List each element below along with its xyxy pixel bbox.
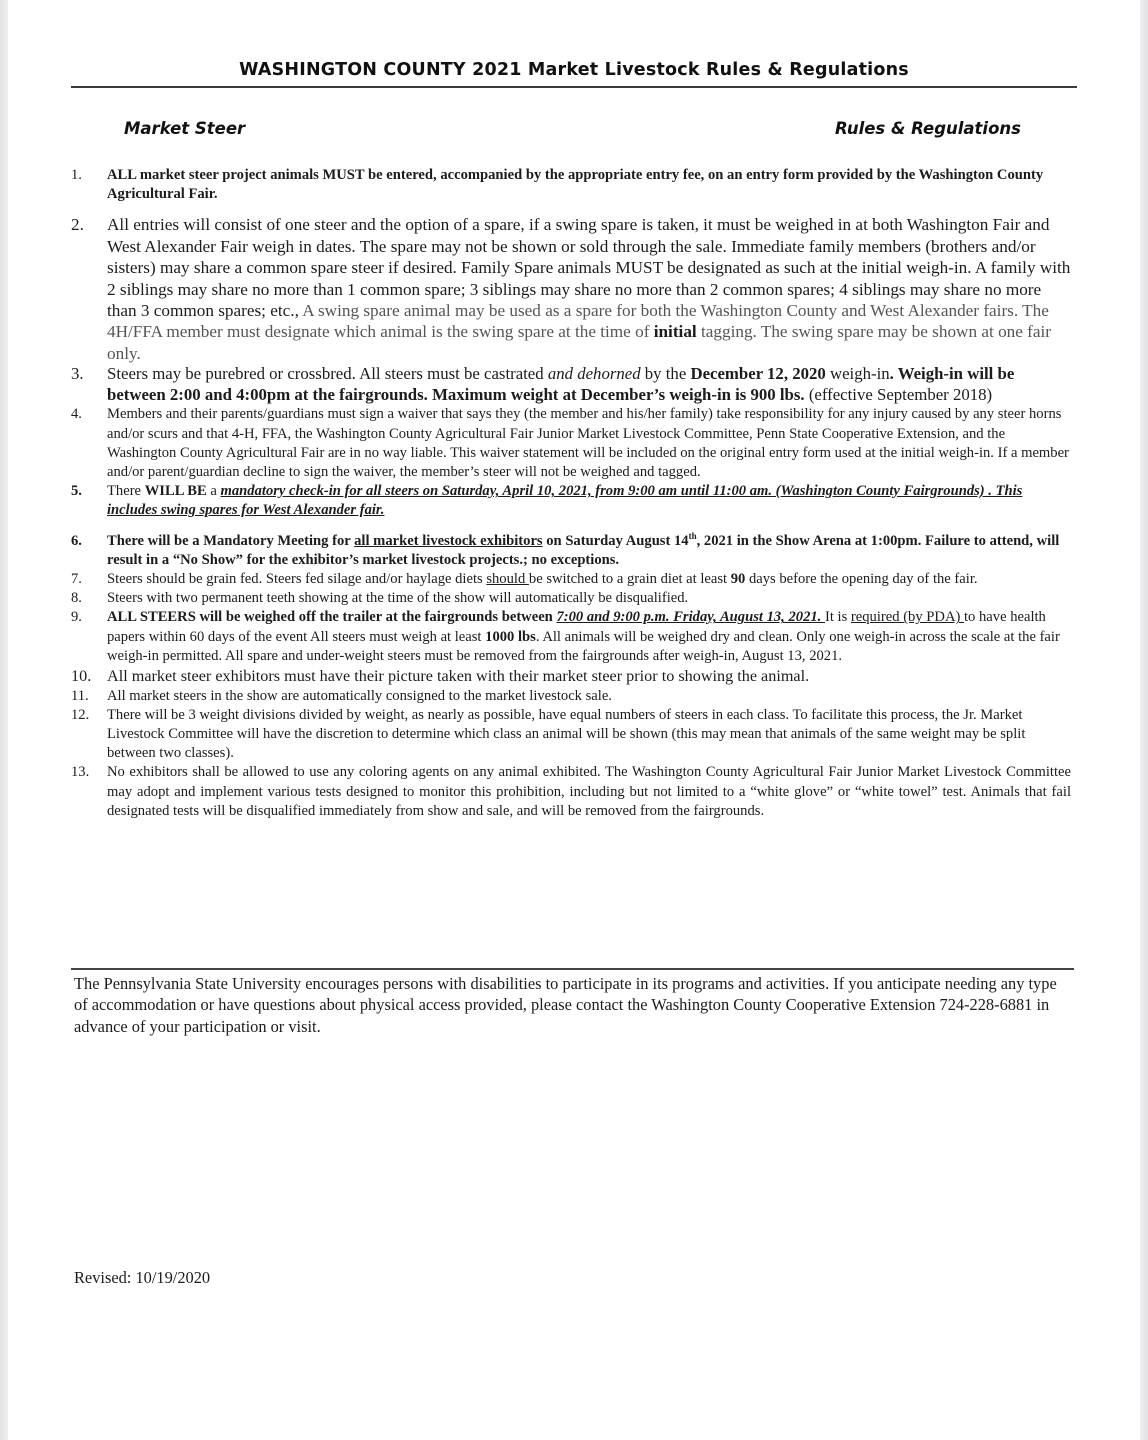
rule-text-segment: There will be 3 weight divisions divided by weight, as nearly as possible, have equal numbers of steers in each class. To facilitate this process, the Jr. Market Livestock Committee will have the discretion to determine which class an animal will be shown (this may mean that animals of the same weight may be split between two classes). [107,706,1026,762]
rule-text-segment: , 2021 in the Show Arena at 1:00pm. Failure to attend, will result in a “No Show” for the exhibitor’s market livestock projects.; no exceptions. [107,532,1060,568]
rule-text-segment: (effective September 2018) [804,384,993,404]
rule-text-segment: Steers should be grain fed. Steers fed silage and/or haylage diets [107,571,487,588]
rule-item-12 [71,706,1071,764]
rule-text-segment: Members and their parents/guardians must sign a waiver that says they (the member and his/her family) take responsibility for any injury caused by any steer horns and/or scurs and that 4-H, FFA, the Washington County Agricultural Fair Junior Market Livestock Committee, Penn State Cooperative Extension, and the Washington County Agricultural Fair are in no way liable. This waiver statement will be included on the original entry form used at the initial weigh-in. If a member and/or parent/guardian decline to sign the waiver, the member’s steer will not be weighed and tagged. [107,406,1069,481]
rule-number: 8. [71,590,82,607]
rule-text-segment: . All animals will be weighed dry and clean. Only one weigh-in across the scale at the fair weigh-in permitted. All spare and under-weight steers must be removed from the fairgrounds after weigh-in, August 13, 2021. [107,628,1060,664]
rules-list [71,166,1071,821]
document-title: WASHINGTON COUNTY 2021 Market Livestock Rules & Regulations [239,60,909,80]
rule-text-segment: on Saturday August 14 [542,532,689,549]
rule-text-segment: to have health papers within 60 days of the event All steers must weigh at least [107,609,1046,645]
rule-item-1 [71,166,1071,204]
rule-text-segment: th [688,530,697,541]
rule-text-segment: . Weigh-in will be between 2:00 and 4:00pm at the fairgrounds. Maximum weight at December’s weigh-in is 900 lbs. [107,364,1015,404]
rule-text-segment: by the [640,364,691,384]
rule-text-segment: required (by PDA) [850,609,964,626]
footer-divider [71,968,1074,970]
rule-item-9 [71,608,1071,666]
rule-number: 11. [71,687,89,704]
rule-text-segment: WILL BE [144,483,207,500]
rule-item-2 [71,214,1071,364]
accessibility-notice: The Pennsylvania State University encourages persons with disabilities to participate in its programs and activities. If you anticipate needing any type of accommodation or have questions about physical access provided, please contact the Washington County Cooperative Extension 724-228-6881 in advance of your participation or visit. [74,974,1057,1036]
rule-text-segment: ALL market steer project animals MUST be entered, accompanied by the appropriate entry fee, on an entry form provided by the Washington County Agricultural Fair. [107,167,1044,203]
rule-number: 10. [71,667,92,686]
rule-item-4 [71,405,1071,482]
rule-text-segment: Steers may be purebred or crossbred. All steers must be castrated [107,364,548,384]
rule-text-segment: days before the opening day of the fair. [745,571,978,588]
rule-text-segment: a [206,483,221,500]
revision-date: Revised: 10/19/2020 [74,1268,211,1287]
rule-text-segment: and dehorned [547,364,641,384]
rule-number: 6. [71,532,82,549]
rule-item-10 [71,666,1071,687]
rule-item-5 [71,482,1071,520]
rule-number: 4. [71,406,82,423]
rule-item-13 [71,763,1071,821]
rule-text-segment: tagging. The swing spare may be shown at one fair only. [107,322,1052,363]
rule-number: 3. [71,364,84,384]
rule-text-segment: should [486,571,529,588]
rule-text-segment: All entries will consist of one steer and the option of a spare, if a swing spare is taken, it must be weighed in at both Washington Fair and West Alexander Fair weigh in dates. The spare may not be shown or sold through the sale. Immediate family members (brothers and/or sisters) may share a common spare steer if desired. Family Spare animals MUST be designated as such at the initial weigh-in. A family with 2 siblings may share no more than 1 common spare; 3 siblings may share no more than 2 common spares; 4 siblings may share no more than 3 common spares; etc., [107,215,1071,321]
rule-text-segment: Steers with two permanent teeth showing at the time of the show will automatically be disqualified. [107,590,689,607]
rule-number: 1. [71,167,82,183]
rule-number: 12. [71,706,90,723]
section-heading-market-steer: Market Steer [124,119,246,138]
rule-text-segment: weigh-in [825,364,890,384]
rule-number: 5. [71,483,82,500]
rule-text-segment: 7:00 and 9:00 p.m. Friday, August 13, 2021. [556,609,825,626]
rule-text-segment: No exhibitors shall be allowed to use any coloring agents on any animal exhibited. The Washington County Agricultural Fair Junior Market Livestock Committee may adopt and implement various tests designed to monitor this prohibition, including but not limited to a “white glove” or “white towel” test. Animals that fail designated tests will be disqualified immediately from show and sale, and will be removed from the fairgrounds. [107,764,1071,819]
rule-item-6 [71,532,1071,570]
rule-text-segment: 1000 lbs [485,628,536,645]
rule-text-segment: all market livestock exhibitors [354,532,543,549]
rule-text-segment: mandatory check-in for all steers on Saturday, April 10, 2021, from 9:00 am until 11:00 am. (Washington County Fairgrounds) . This includes swing spares for West Alexander fair. [107,483,1023,519]
rule-item-3 [71,364,1071,405]
rule-number: 13. [71,764,90,781]
rule-text-segment: All market steers in the show are automatically consigned to the market livestock sale. [107,687,612,704]
rule-item-7 [71,570,1071,589]
rule-number: 2. [71,215,84,235]
rule-text-segment: December 12, 2020 [690,364,826,384]
title-divider [71,86,1077,88]
rule-text-segment: initial [653,322,697,342]
rule-text-segment: There will be a Mandatory Meeting for [107,532,355,549]
rule-text-segment: All market steer exhibitors must have their picture taken with their market steer prior to showing the animal. [107,667,810,686]
rule-number: 7. [71,571,82,588]
rule-text-segment: ALL STEERS will be weighed off the trailer at the fairgrounds between [107,609,557,626]
rule-text-segment: A swing spare animal may be used as a spare for both the Washington County and West Alexander fairs. The 4H/FFA member must designate which animal is the swing spare at the time of [107,301,1049,342]
rule-number: 9. [71,609,82,626]
rule-text-segment: There [107,483,145,500]
rule-text-segment: It is [824,609,851,626]
section-heading-rules: Rules & Regulations [835,119,1021,138]
rule-item-11 [71,687,1071,706]
rule-text-segment: 90 [730,571,746,588]
rule-text-segment: be switched to a grain diet at least [528,571,731,588]
rule-item-8 [71,589,1071,608]
